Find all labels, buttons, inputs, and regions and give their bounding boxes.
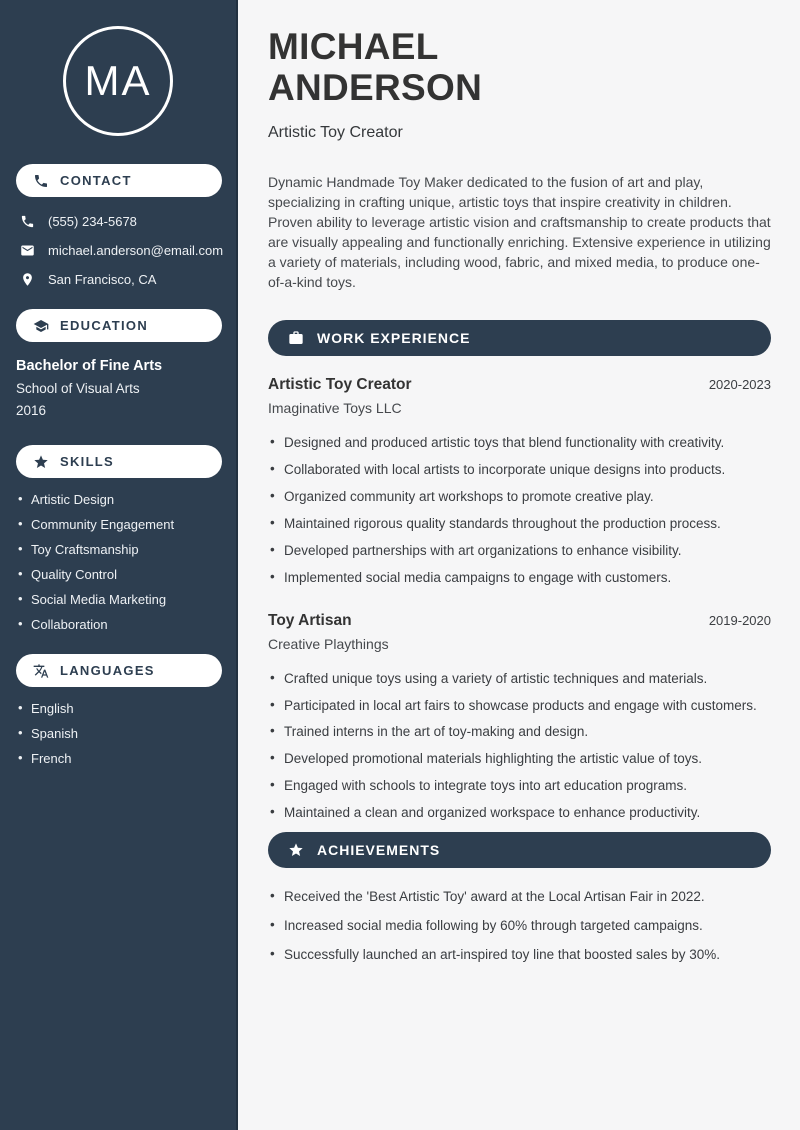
education-year: 2016 xyxy=(16,403,47,418)
list-item: • Spanish xyxy=(18,727,236,740)
list-item: • Social Media Marketing xyxy=(18,593,236,606)
contact-location-row xyxy=(20,272,236,287)
job-bullet-list xyxy=(268,435,771,586)
list-item: • Received the 'Best Artistic Toy' award at the Local Artisan Fair in 2022. xyxy=(268,889,771,906)
education-section-header xyxy=(16,309,222,342)
list-item: • Participated in local art fairs to showcase products and engage with customers. xyxy=(268,698,771,715)
person-name-line1: MICHAEL xyxy=(268,26,439,67)
list-item: • Trained interns in the art of toy-making and design. xyxy=(268,724,771,741)
list-item: • Artistic Design xyxy=(18,493,236,506)
list-item: • Toy Craftsmanship xyxy=(18,543,236,556)
avatar-initials: MA xyxy=(84,57,152,104)
contact-phone-value: (555) 234-5678 xyxy=(48,214,137,229)
list-item: • Quality Control xyxy=(18,568,236,581)
job-period: 2019-2020 xyxy=(708,612,771,628)
list-item: • Designed and produced artistic toys that blend functionality with creativity. xyxy=(268,435,771,452)
achievements-header xyxy=(268,832,771,868)
job-entry xyxy=(268,612,771,822)
skills-list xyxy=(0,493,236,631)
job-header xyxy=(268,376,771,394)
list-item: • French xyxy=(18,752,236,765)
graduation-cap-icon xyxy=(33,318,49,334)
education-section-title: EDUCATION xyxy=(60,318,149,333)
phone-icon xyxy=(20,214,35,229)
person-job-title: Artistic Toy Creator xyxy=(268,124,403,142)
briefcase-icon xyxy=(288,330,304,346)
list-item: • Engaged with schools to integrate toys into art education programs. xyxy=(268,778,771,795)
person-name-line2: ANDERSON xyxy=(268,66,483,108)
list-item: • Collaborated with local artists to incorporate unique designs into products. xyxy=(268,462,771,479)
job-title: Artistic Toy Creator xyxy=(268,376,412,394)
translate-icon xyxy=(33,663,49,679)
email-icon xyxy=(20,243,35,258)
list-item: • Implemented social media campaigns to engage with customers. xyxy=(268,570,771,587)
contact-phone-row xyxy=(20,214,236,229)
location-icon xyxy=(20,272,35,287)
sidebar xyxy=(0,0,238,1130)
work-experience-header xyxy=(268,320,771,356)
education-degree: Bachelor of Fine Arts xyxy=(16,358,163,374)
skills-section-header xyxy=(16,445,222,478)
contact-section-title: CONTACT xyxy=(60,173,132,188)
list-item: • Maintained a clean and organized workspace to enhance productivity. xyxy=(268,805,771,822)
contact-list xyxy=(0,214,236,287)
phone-icon xyxy=(33,173,49,189)
languages-section-header xyxy=(16,654,222,687)
languages-list xyxy=(0,702,236,765)
contact-section-header xyxy=(16,164,222,197)
star-icon xyxy=(288,842,304,858)
achievements-bullet-list xyxy=(268,889,771,964)
job-entry xyxy=(268,376,771,586)
languages-section-title: LANGUAGES xyxy=(60,663,155,678)
job-bullet-list xyxy=(268,671,771,822)
list-item: • Organized community art workshops to promote creative play. xyxy=(268,489,771,506)
contact-location-value: San Francisco, CA xyxy=(48,272,157,287)
list-item: • Crafted unique toys using a variety of artistic techniques and materials. xyxy=(268,671,771,688)
skills-section-title: SKILLS xyxy=(60,454,115,469)
avatar xyxy=(63,26,173,136)
contact-email-row xyxy=(20,243,236,258)
job-company: Imaginative Toys LLC xyxy=(268,400,402,417)
summary-paragraph: Dynamic Handmade Toy Maker dedicated to the fusion of art and play, specializing in crafting unique, artistic toys that inspire creativity in children. Proven ability to leverage artistic vision and craftsmanship to create products that are visually appealing and functionally enriching. Extensive experience in utilizing a variety of materials, including wood, fabric, and mixed media, to produce one-of-a-kind toys. xyxy=(268,174,771,291)
job-header xyxy=(268,612,771,630)
education-school: School of Visual Arts xyxy=(16,381,140,396)
list-item: • English xyxy=(18,702,236,715)
list-item: • Community Engagement xyxy=(18,518,236,531)
list-item: • Maintained rigorous quality standards throughout the production process. xyxy=(268,516,771,533)
list-item: • Collaboration xyxy=(18,618,236,631)
star-icon xyxy=(33,454,49,470)
achievements-title: ACHIEVEMENTS xyxy=(317,841,441,858)
job-period: 2020-2023 xyxy=(708,377,771,393)
list-item: • Successfully launched an art-inspired toy line that boosted sales by 30%. xyxy=(268,947,771,964)
list-item: • Developed partnerships with art organizations to enhance visibility. xyxy=(268,543,771,560)
person-name xyxy=(268,27,771,108)
work-experience-title: WORK EXPERIENCE xyxy=(317,330,471,347)
contact-email-value: michael.anderson@email.com xyxy=(48,243,224,258)
list-item: • Increased social media following by 60% through targeted campaigns. xyxy=(268,918,771,935)
list-item: • Developed promotional materials highlighting the artistic value of toys. xyxy=(268,751,771,768)
resume-main xyxy=(238,0,800,1130)
job-title: Toy Artisan xyxy=(268,611,352,629)
education-entry xyxy=(16,358,222,418)
job-company: Creative Playthings xyxy=(268,635,389,652)
